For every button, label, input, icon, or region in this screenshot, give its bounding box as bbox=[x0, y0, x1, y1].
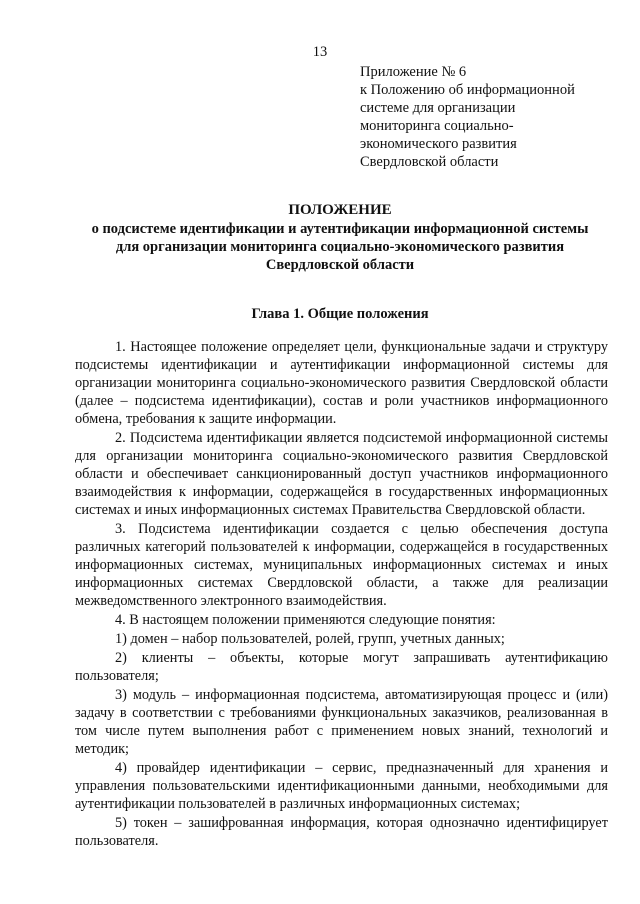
paragraph: 3. Подсистема идентификации создается с целью обеспечения доступа различных категорий пользователей к информации, содержащейся в государственных информационных системах, муниципальных информационных системах и иных информационных системах Свердловской области, а также для реализации межведомственного электронного взаимодействия. bbox=[75, 521, 608, 609]
definition-item: 3) модуль – информационная подсистема, автоматизирующая процесс и (или) задачу в соответствии с требованиями функциональных заказчиков, реализованная в том числе путем выполнения работ с применением новых знаний, технологий и методик; bbox=[75, 687, 608, 757]
definition-item: 1) домен – набор пользователей, ролей, групп, учетных данных; bbox=[115, 631, 505, 647]
title-line: Свердловской области bbox=[265, 257, 415, 273]
page-number: 13 bbox=[312, 44, 328, 60]
appendix-line: Приложение № 6 bbox=[360, 64, 467, 80]
chapter-heading: Глава 1. Общие положения bbox=[251, 306, 429, 322]
paragraph: 2. Подсистема идентификации является подсистемой информационной системы для организации мониторинга социально-экономического развития Свердловской области и обеспечивает санкционированный доступ участников информационного взаимодействия к информации, содержащейся в государственных информационных системах и иных информационных системах Правительства Свердловской области. bbox=[75, 430, 608, 518]
definition-item: 4) провайдер идентификации – сервис, предназначенный для хранения и управления пользовательскими идентификационными данными, необходимыми для аутентификации пользователей в различных информационных системах; bbox=[75, 760, 608, 812]
definition-item: 2) клиенты – объекты, которые могут запрашивать аутентификацию пользователя; bbox=[75, 650, 608, 684]
definition-item: 5) токен – зашифрованная информация, которая однозначно идентифицирует пользователя. bbox=[75, 815, 608, 849]
appendix-header bbox=[360, 63, 630, 171]
appendix-line: системе для организации bbox=[360, 100, 516, 116]
paragraph: 4. В настоящем положении применяются следующие понятия: bbox=[115, 612, 496, 628]
title-line: о подсистеме идентификации и аутентификации информационной системы bbox=[91, 221, 589, 237]
title-main: ПОЛОЖЕНИЕ bbox=[288, 202, 392, 218]
document-title bbox=[40, 201, 640, 274]
body-text bbox=[75, 338, 608, 850]
appendix-line: к Положению об информационной bbox=[360, 82, 575, 98]
appendix-line: мониторинга социально- bbox=[360, 118, 514, 134]
title-line: для организации мониторинга социально-экономического развития bbox=[115, 239, 565, 255]
appendix-line: экономического развития bbox=[360, 136, 517, 152]
appendix-line: Свердловской области bbox=[360, 154, 499, 170]
paragraph: 1. Настоящее положение определяет цели, функциональные задачи и структуру подсистемы идентификации и аутентификации информационной системы для организации мониторинга социально-экономического развития Свердловской области (далее – подсистема идентификации), состав и роли участников информационного обмена, требования к защите информации. bbox=[75, 339, 608, 427]
